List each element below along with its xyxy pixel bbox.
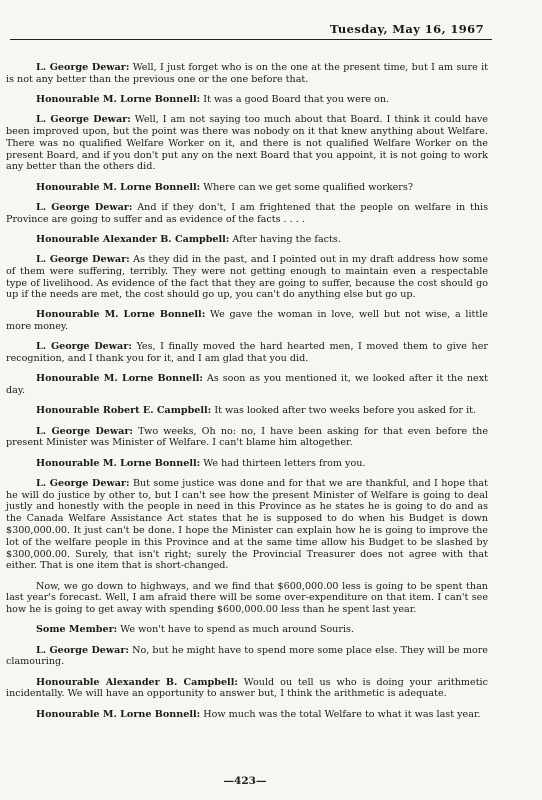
transcript-paragraph	[6, 645, 488, 669]
speech-text: Well, I just forget who is on the one at the present time, but I am sure it is not any better than the previous one or the one before that.	[6, 62, 488, 85]
speaker-name: Some Member:	[36, 624, 118, 636]
speaker-name: L. George Dewar:	[36, 341, 132, 353]
speech-text: And if they don't, I am frightened that the people on welfare in this Province are going to suffer and as evidence of the facts . . . .	[6, 201, 488, 225]
speech-text: Where can we get some qualified workers?	[203, 181, 413, 193]
speaker-name: Honourable Alexander B. Campbell:	[36, 676, 238, 688]
speaker-name: Honourable M. Lorne Bonnell:	[36, 181, 201, 193]
transcript-paragraph	[6, 581, 488, 616]
speech-text: Two weeks, Oh no: no, I have been asking for that even before the present Minister was Minister of Welfare. I can't blame him altogether.	[6, 425, 488, 449]
transcript-paragraph	[6, 677, 488, 701]
transcript-paragraph	[6, 458, 488, 470]
transcript-body	[6, 62, 488, 729]
speech-text: It was looked after two weeks before you asked for it.	[214, 405, 477, 417]
transcript-paragraph	[6, 114, 488, 173]
header-rule	[10, 39, 492, 40]
speech-text: How much was the total Welfare to what it was last year.	[203, 708, 481, 720]
speech-text: As they did in the past, and I pointed out in my draft address how some of them were suffering, terribly. They were not getting enough to maintain even a respectable type of livelihood. As evidence of the fact that they are going to suffer, because the cost should go up if the needs are met, the cost should go up, you can't do anything else but go up.	[6, 253, 488, 301]
speech-text: Well, I am not saying too much about that Board. I think it could have been improved upon, but the point was there was nobody on it that knew anything about Welfare. There was no qualified Welfare Worker on it, and there is not qualified Welfare Worker on the present Board, and if you don't put any on the next Board that you appoint, it is not going to work any better than the others did.	[6, 114, 488, 173]
speech-text: As soon as you mentioned it, we looked after it the next day.	[6, 373, 488, 397]
speech-text: We had thirteen letters from you.	[203, 457, 366, 469]
header-date: Tuesday, May 16, 1967	[329, 22, 484, 36]
speaker-name: Honourable M. Lorne Bonnell:	[36, 373, 203, 385]
speaker-name: L. George Dewar:	[36, 201, 133, 213]
speaker-name: L. George Dewar:	[36, 114, 131, 126]
transcript-paragraph	[6, 254, 488, 301]
transcript-paragraph	[6, 709, 488, 721]
speaker-name: Honourable M. Lorne Bonnell:	[36, 309, 206, 321]
speech-text: Now, we go down to highways, and we find that $600,000.00 less is going to be spent than last year's forecast. Well, I am afraid there will be some over-expenditure on that item. I can't see how he is going to get away with spending $600,000.00 less than he spent last year.	[6, 580, 488, 616]
transcript-paragraph	[6, 405, 488, 417]
speech-text: After having the facts.	[232, 233, 341, 245]
page-header	[0, 22, 542, 40]
speaker-name: L. George Dewar:	[36, 644, 129, 656]
speech-text: We gave the woman in love, well but not wise, a little more money.	[6, 309, 488, 333]
speech-text: But some justice was done and for that we are thankful, and I hope that he will do justice by other to, but I can't see how the present Minister of Welfare is going to deal justly and honestly with the people in need in this Province as he states he is going to do and as the Canada Welfare Assistance Act states that he is supposed to do when his Budget is down $300,000.00. It just can't be done. I hope the Minister can explain how he is going to improve the lot of the welfare people in this Province and at the same time allow his Budget to be slashed by $300,000.00. Surely, that isn't right; surely the Provincial Treasurer does not agree with that either. That is one item that is short-changed.	[6, 477, 488, 572]
speaker-name: Honourable M. Lorne Bonnell:	[36, 708, 201, 720]
speech-text: Yes, I finally moved the hard hearted men, I moved them to give her recognition, and I thank you for it, and I am glad that you did.	[6, 341, 488, 365]
transcript-paragraph	[6, 94, 488, 106]
speaker-name: Honourable Alexander B. Campbell:	[36, 233, 230, 245]
transcript-paragraph	[6, 62, 488, 86]
transcript-paragraph	[6, 426, 488, 450]
page-number: —423—	[223, 775, 267, 787]
speech-text: No, but he might have to spend more some place else. They will be more clamouring.	[6, 644, 488, 668]
speech-text: It was a good Board that you were on.	[203, 93, 390, 105]
transcript-paragraph	[6, 234, 488, 246]
transcript-paragraph	[6, 309, 488, 333]
transcript-paragraph	[6, 624, 488, 636]
speech-text: Would ou tell us who is doing your arithmetic incidentally. We will have an opportunity to answer but, I think the arithmetic is adequate.	[6, 676, 488, 700]
speech-text: We won't have to spend as much around Souris.	[120, 624, 354, 636]
speaker-name: L. George Dewar:	[36, 477, 130, 489]
transcript-paragraph	[6, 202, 488, 226]
speaker-name: L. George Dewar:	[36, 62, 130, 73]
speaker-name: Honourable M. Lorne Bonnell:	[36, 93, 201, 105]
transcript-paragraph	[6, 182, 488, 194]
transcript-paragraph	[6, 341, 488, 365]
speaker-name: Honourable M. Lorne Bonnell:	[36, 457, 201, 469]
speaker-name: Honourable Robert E. Campbell:	[36, 405, 212, 417]
transcript-paragraph	[6, 478, 488, 572]
speaker-name: L. George Dewar:	[36, 253, 130, 265]
speaker-name: L. George Dewar:	[36, 425, 133, 437]
transcript-paragraph	[6, 373, 488, 397]
